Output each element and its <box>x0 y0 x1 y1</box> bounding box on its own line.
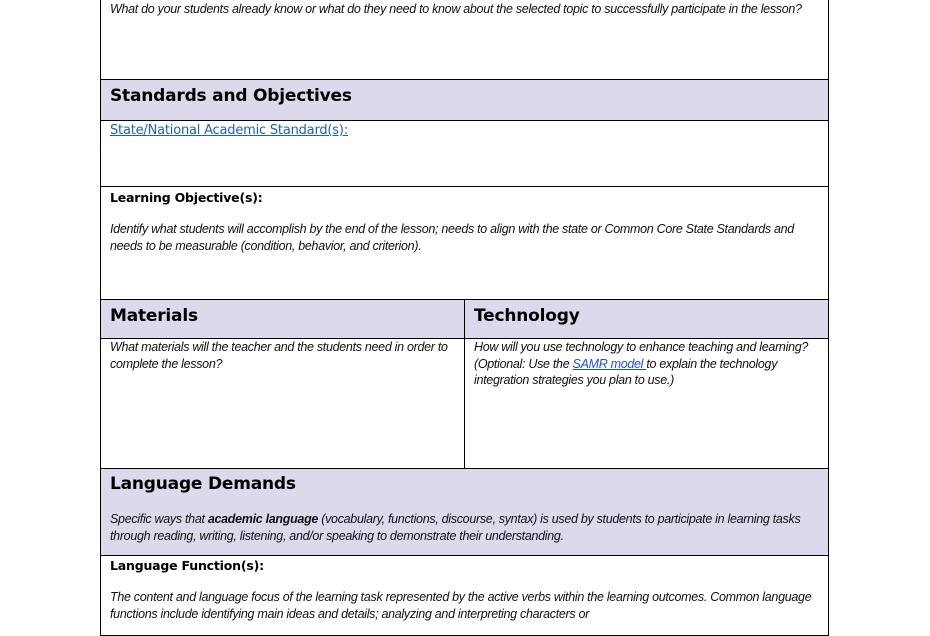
learning-objectives-label: Learning Objective(s): <box>110 190 263 205</box>
prior-knowledge-text: What do your students already know or what do they need to know about the selected topic to successfully participate in the lesson? <box>110 2 802 16</box>
technology-text <box>474 339 824 389</box>
language-function-text: The content and language focus of the learning task represented by the active verbs within the learning outcomes. Common language functions include identifying main ideas and details; analyzing and interpreting characters or <box>110 590 812 621</box>
learning-objectives-cell <box>100 187 829 300</box>
language-demands-text-end: (vocabulary, functions, discourse, syntax) is used by students to participate in learning tasks through reading, writing, listening, and/or speaking to demonstrate their understanding. <box>110 512 801 543</box>
language-demands-text <box>110 511 814 544</box>
technology-text-end: to explain the technology integration strategies you plan to use.) <box>474 356 778 387</box>
samr-model-link[interactable]: SAMR model <box>572 356 647 371</box>
state-standard-cell <box>100 120 829 187</box>
academic-language-emphasis: academic language <box>207 512 319 526</box>
column-divider <box>464 338 465 468</box>
technology-text-start: How will you use technology to enhance teaching and learning? (Optional: Use the <box>474 340 809 371</box>
materials-title: Materials <box>110 306 198 326</box>
technology-title: Technology <box>474 306 580 326</box>
language-demands-title: Language Demands <box>110 474 296 494</box>
standards-title: Standards and Objectives <box>110 86 352 106</box>
state-standard-link[interactable]: State/National Academic Standard(s): <box>110 123 348 138</box>
lesson-plan-form <box>100 0 829 620</box>
column-divider <box>464 300 465 338</box>
materials-text: What materials will the teacher and the students need in order to complete the lesson? <box>110 340 448 371</box>
language-demands-text-start: Specific ways that <box>110 512 208 526</box>
standards-header <box>100 79 829 121</box>
materials-technology-body <box>100 338 829 469</box>
language-function-label: Language Function(s): <box>110 558 264 573</box>
learning-objectives-text: Identify what students will accomplish by the end of the lesson; needs to align with the state or Common Core State Standards and needs to be measurable (condition, behavior, and criterion). <box>110 222 794 253</box>
language-function-cell <box>100 555 829 636</box>
prior-knowledge-cell <box>100 0 829 80</box>
materials-technology-header <box>100 299 829 339</box>
language-demands-cell <box>100 468 829 556</box>
